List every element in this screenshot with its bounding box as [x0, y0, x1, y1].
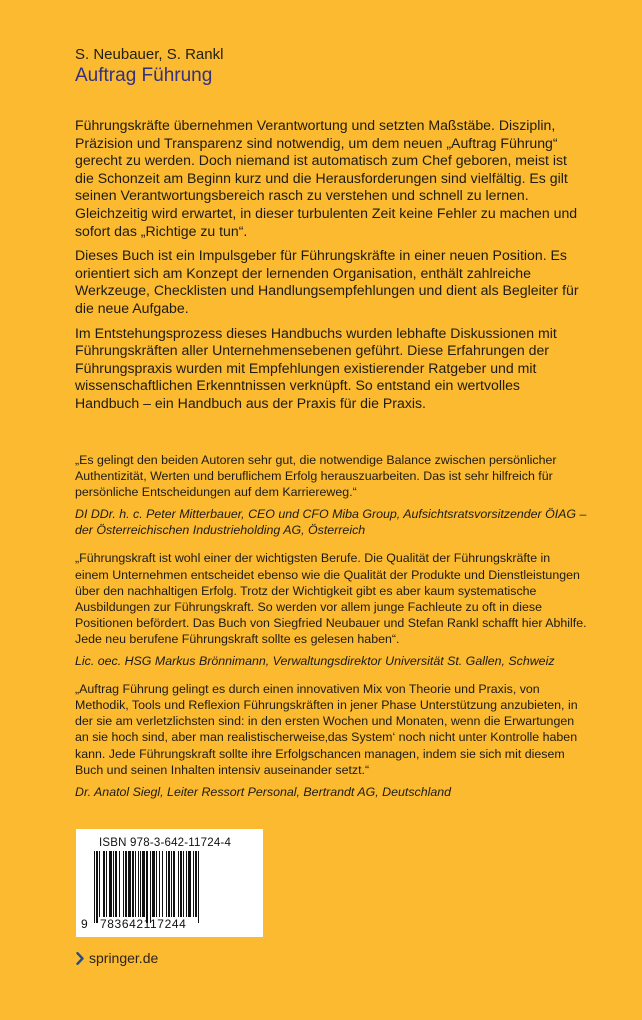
barcode-bar	[115, 851, 117, 917]
blurb	[75, 117, 587, 420]
barcode-bar	[168, 851, 170, 917]
quotes	[75, 452, 587, 812]
barcode-bar	[119, 851, 120, 917]
barcode-bar	[150, 851, 151, 923]
barcode-bar	[99, 851, 100, 917]
barcode-bar	[180, 851, 182, 917]
barcode-digit-first: 9	[81, 917, 88, 931]
quote	[75, 452, 587, 538]
barcode-bars	[94, 851, 246, 923]
quote-source: DI DDr. h. c. Peter Mitterbauer, CEO und CFO Miba Group, Aufsichtsratsvorsitzender ÖIAG – der Österreichischen Industrieholding AG, Österreich	[75, 507, 587, 538]
barcode-bar	[162, 851, 163, 917]
barcode-bar	[142, 851, 145, 917]
barcode-bar	[113, 851, 114, 917]
barcode-bar	[146, 851, 148, 923]
isbn-label: ISBN 978-3-642-11724-4	[99, 837, 232, 849]
quote-text: „Auftrag Führung gelingt es durch einen innovativen Mix von Theorie und Praxis, von Methodik, Tools und Reflexion Führungskräften in jener Phase Unterstützung anzubieten, in der sie am verletzlichsten sind: in den ersten Wochen und Monaten, wenn die Erwartungen an sie hoch sind, aber man realistischerweise‚das System‘ noch nicht unter Kontrolle haben kann. Jede Führungskraft sollte ihre Erfolgschancen managen, indem sie sich mit diesem Buch und seinen Inhalten intensiv auseinander setzt.“	[75, 682, 578, 777]
quote	[75, 550, 587, 669]
authors: S. Neubauer, S. Rankl	[75, 46, 224, 63]
barcode-bar	[106, 851, 107, 917]
book-title: Auftrag Führung	[75, 65, 213, 86]
barcode-bar	[159, 851, 160, 917]
quote-source: Lic. oec. HSG Markus Brönnimann, Verwaltungsdirektor Universität St. Gallen, Schweiz	[75, 654, 555, 669]
barcode-bar	[178, 851, 179, 917]
barcode-bar	[171, 851, 172, 917]
barcode-bar	[94, 851, 95, 923]
quote-text: „Führungskraft ist wohl einer der wichtigsten Berufe. Die Qualität der Führungskräfte in einem Unternehmen entscheidet ebenso wie die Qualität der Produkte und Dienstleistungen über den nachhaltigen Erfolg. Trotz der Wichtigkeit gibt es aber kaum systematische Ausbildungen zur Führungskraft. So werden vor allem junge Fachleute zu oft in diese Positionen befördert. Das Buch von Siegfried Neubauer und Stefan Rankl schafft hier Abhilfe. Jede neu berufene Führungskraft sollte es gelesen haben“.	[75, 551, 587, 646]
barcode-bar	[188, 851, 191, 917]
barcode-bar	[140, 851, 141, 917]
chevron-right-icon	[76, 952, 84, 965]
blurb-paragraph: Führungskräfte übernehmen Verantwortung und setzten Maßstäbe. Disziplin, Präzision und Transparenz sind notwendig, um dem neuen „Auftrag Führung“ gerecht zu werden. Doch niemand ist automatisch zum Chef geboren, meist ist die Schonzeit am Beginn kurz und die Herausforderungen sind vielfältig. Es gilt seinen Verantwortungsbereich rasch zu verstehen und schnell zu lernen. Gleichzeitig wird erwartet, in dieser turbulenten Zeit keine Fehler zu machen und sofort das „Richtige zu tun“.	[75, 117, 578, 239]
barcode-bar	[173, 851, 175, 917]
barcode-panel	[76, 829, 263, 937]
publisher-url: springer.de	[89, 950, 159, 966]
barcode-bar	[128, 851, 131, 917]
barcode-bar	[198, 851, 199, 923]
barcode-bar	[96, 851, 98, 923]
quote-text: „Es gelingt den beiden Autoren sehr gut, die notwendige Balance zwischen persönlicher Authentizität, Werten und beruflichem Erfolg herauszuarbeiten. Das ist sehr hilfreich für persönliche Entscheidungen auf dem Karriereweg.“	[75, 453, 557, 500]
barcode-bar	[166, 851, 167, 917]
barcode-bar	[103, 851, 105, 917]
barcode-bar	[193, 851, 194, 917]
barcode-bar	[132, 851, 134, 917]
blurb-paragraph: Dieses Buch ist ein Impulsgeber für Führungskräfte in einer neuen Position. Es orientiert sich am Konzept der lernenden Organisation, enthält zahlreiche Werkzeuge, Checklisten und Handlungsempfehlungen und dient als Begleiter für die neue Aufgabe.	[75, 247, 579, 316]
barcode-bar	[123, 851, 124, 917]
barcode-bar	[135, 851, 136, 917]
blurb-paragraph: Im Entstehungsprozess dieses Handbuchs wurden lebhafte Diskussionen mit Führungskräften aller Unternehmensebenen geführt. Diese Erfahrungen der Führungspraxis wurden mit Empfehlungen existierender Ratgeber und mit wissenschaftlichen Erkenntnissen verknüpft. So entstand ein wertvolles Handbuch – ein Handbuch aus der Praxis für die Praxis.	[75, 324, 557, 411]
quote	[75, 681, 587, 800]
barcode-bar	[109, 851, 112, 917]
publisher-link[interactable]	[76, 950, 158, 966]
barcode-digits: 783642117244	[100, 917, 187, 931]
barcode-bar	[195, 851, 197, 917]
barcode-bar	[186, 851, 187, 917]
barcode-bar	[156, 851, 157, 917]
barcode-bar	[138, 851, 139, 917]
barcode-bar	[152, 851, 155, 917]
quote-source: Dr. Anatol Siegl, Leiter Ressort Personal, Bertrandt AG, Deutschland	[75, 784, 452, 799]
barcode-bar	[125, 851, 127, 917]
barcode-bar	[183, 851, 184, 917]
